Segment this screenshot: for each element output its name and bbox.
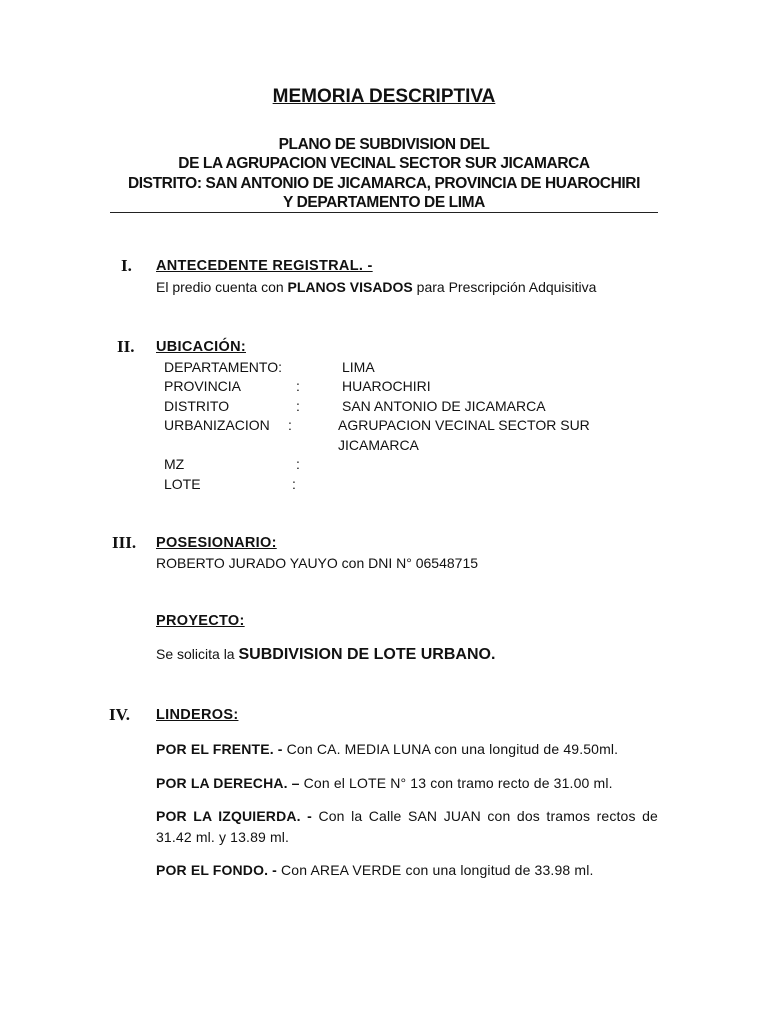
location-colon-urbanizacion: : xyxy=(288,417,292,433)
document-title: MEMORIA DESCRIPTIVA xyxy=(272,86,496,107)
section-3-text: ROBERTO JURADO YAUYO con DNI N° 06548715 xyxy=(156,555,479,571)
lindero-izquierda: POR LA IZQUIERDA. - Con la Calle SAN JUAN con dos tramos rectos de 31.42 ml. y 13.89 ml. xyxy=(156,808,658,845)
location-label-departamento: DEPARTAMENTO: xyxy=(164,359,282,375)
location-label-lote: LOTE xyxy=(164,476,201,492)
section-1-numeral: I. xyxy=(121,256,132,275)
subtitle-line-2: DE LA AGRUPACION VECINAL SECTOR SUR JICAMARCA xyxy=(178,155,590,172)
lindero-frente: POR EL FRENTE. - Con CA. MEDIA LUNA con una longitud de 49.50ml. xyxy=(156,741,619,757)
location-colon-distrito: : xyxy=(296,398,300,414)
proyecto-heading: PROYECTO: xyxy=(156,613,245,629)
section-4-numeral: IV. xyxy=(109,705,130,724)
section-2-numeral: II. xyxy=(117,337,135,356)
section-3-numeral: III. xyxy=(112,533,137,552)
section-4-heading: LINDEROS: xyxy=(156,707,239,723)
subtitle-line-3: DISTRITO: SAN ANTONIO DE JICAMARCA, PROVINCIA DE HUAROCHIRI xyxy=(127,175,641,192)
lindero-fondo: POR EL FONDO. - Con AREA VERDE con una longitud de 33.98 ml. xyxy=(156,862,594,878)
proyecto-text: Se solicita la SUBDIVISION DE LOTE URBANO. xyxy=(156,646,496,663)
location-value-departamento: LIMA xyxy=(342,359,375,375)
location-label-distrito: DISTRITO xyxy=(164,398,230,414)
location-value-urbanizacion: AGRUPACION VECINAL SECTOR SUR xyxy=(338,417,590,433)
location-colon-lote: : xyxy=(292,476,296,492)
location-value-urbanizacion-line-2: JICAMARCA xyxy=(338,437,419,453)
section-3-heading: POSESIONARIO: xyxy=(156,535,277,551)
location-value-provincia: HUAROCHIRI xyxy=(342,378,431,394)
location-label-urbanizacion: URBANIZACION xyxy=(164,417,270,433)
title-divider xyxy=(110,212,658,213)
subtitle-line-4: Y DEPARTAMENTO DE LIMA xyxy=(283,194,485,211)
section-1-text: El predio cuenta con PLANOS VISADOS para Prescripción Adquisitiva xyxy=(156,279,597,295)
section-1-heading: ANTECEDENTE REGISTRAL. - xyxy=(156,258,373,274)
location-label-mz: MZ xyxy=(164,456,185,472)
location-colon-provincia: : xyxy=(296,378,300,394)
location-value-distrito: SAN ANTONIO DE JICAMARCA xyxy=(342,398,546,414)
lindero-derecha: POR LA DERECHA. – Con el LOTE N° 13 con tramo recto de 31.00 ml. xyxy=(156,775,613,791)
subtitle-line-1: PLANO DE SUBDIVISION DEL xyxy=(278,136,490,153)
location-label-provincia: PROVINCIA xyxy=(164,378,242,394)
location-colon-mz: : xyxy=(296,456,300,472)
section-2-heading: UBICACIÓN: xyxy=(156,339,246,355)
